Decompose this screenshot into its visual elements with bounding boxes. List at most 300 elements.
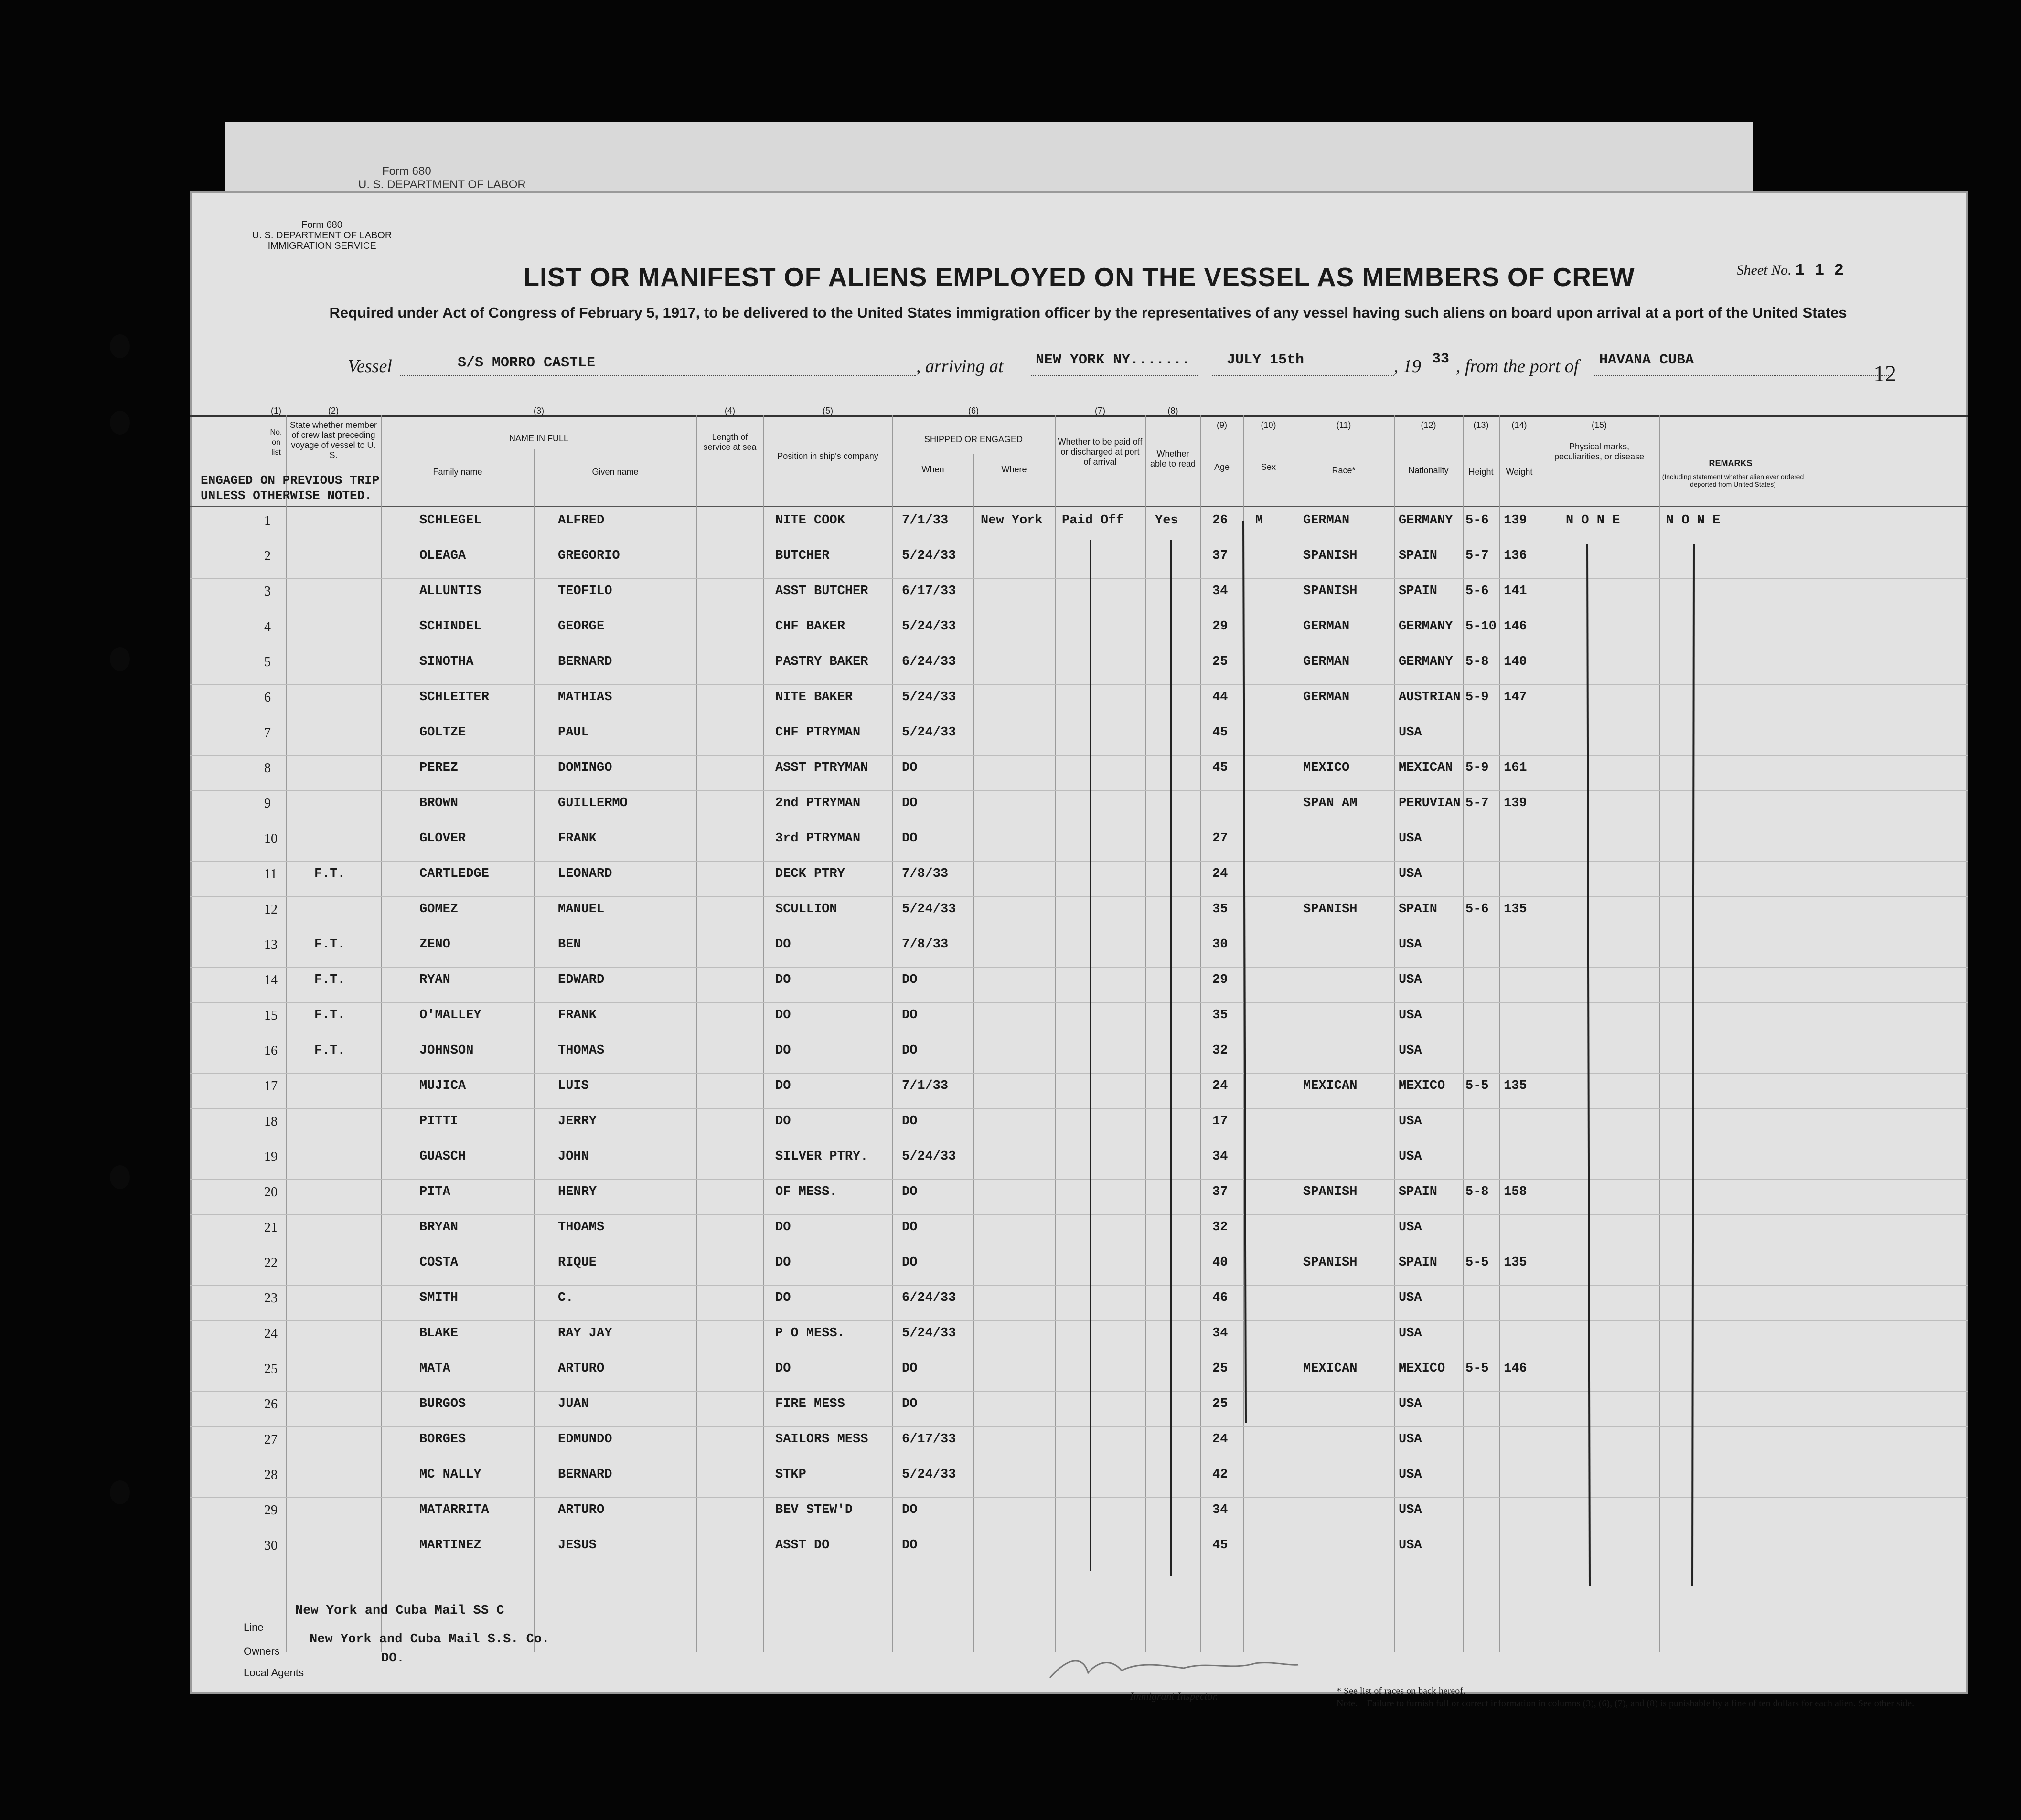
cell-shipped-when: 6/17/33 bbox=[902, 584, 956, 598]
cell-nationality: USA bbox=[1399, 1220, 1422, 1235]
col3-number: (3) bbox=[534, 406, 544, 415]
cell-nationality: GERMANY bbox=[1399, 513, 1453, 528]
sheet-number-value: 1 1 2 bbox=[1795, 262, 1844, 280]
cell-list-number: 13 bbox=[264, 937, 278, 952]
cell-family-name: OLEAGA bbox=[419, 549, 466, 563]
cell-position: DO bbox=[775, 937, 791, 952]
cell-nationality: USA bbox=[1399, 1114, 1422, 1128]
col15-header: Physical marks, peculiarities, or disease bbox=[1554, 442, 1645, 461]
cell-position: FIRE MESS bbox=[775, 1397, 845, 1411]
cell-age: 17 bbox=[1212, 1114, 1228, 1128]
cell-weight: 158 bbox=[1504, 1185, 1527, 1199]
cell-given-name: THOMAS bbox=[558, 1043, 605, 1058]
col14-number: (14) bbox=[1511, 420, 1527, 430]
cell-family-name: BORGES bbox=[419, 1432, 466, 1447]
col10-header: Sex bbox=[1261, 462, 1276, 472]
col14-header: Weight bbox=[1506, 467, 1533, 477]
cell-position: ASST BUTCHER bbox=[775, 584, 868, 598]
cell-shipped-when: 5/24/33 bbox=[902, 690, 956, 704]
cell-shipped-when: DO bbox=[902, 796, 918, 810]
cell-nationality: USA bbox=[1399, 1503, 1422, 1517]
cell-race: SPAN AM bbox=[1303, 796, 1358, 810]
cell-weight: 146 bbox=[1504, 619, 1527, 634]
cell-weight: 135 bbox=[1504, 1079, 1527, 1093]
cell-shipped-when: DO bbox=[902, 761, 918, 775]
page-number: 12 bbox=[1873, 361, 1896, 386]
cell-given-name: LUIS bbox=[558, 1079, 589, 1093]
cell-list-number: 10 bbox=[264, 831, 278, 846]
cell-age: 32 bbox=[1212, 1043, 1228, 1058]
cell-list-number: 11 bbox=[264, 867, 277, 882]
cell-nationality: USA bbox=[1399, 1468, 1422, 1482]
cell-position: ASST PTRYMAN bbox=[775, 761, 868, 775]
cell-shipped-when: DO bbox=[902, 1008, 918, 1022]
cell-age: 46 bbox=[1212, 1291, 1228, 1305]
cell-age: 24 bbox=[1212, 1079, 1228, 1093]
cell-race: SPANISH bbox=[1303, 1256, 1358, 1270]
cell-shipped-when: 5/24/33 bbox=[902, 549, 956, 563]
cell-list-number: 23 bbox=[264, 1291, 278, 1306]
department: U. S. DEPARTMENT OF LABOR bbox=[252, 230, 392, 241]
cell-family-name: MC NALLY bbox=[419, 1468, 481, 1482]
cell-given-name: JUAN bbox=[558, 1397, 589, 1411]
back-form-number: Form 680 bbox=[382, 165, 431, 178]
cell-family-name: ALLUNTIS bbox=[419, 584, 481, 598]
pen-marks bbox=[190, 191, 1968, 1694]
cell-race: SPANISH bbox=[1303, 902, 1358, 916]
cell-height: 5-5 bbox=[1465, 1079, 1489, 1093]
cell-age: 45 bbox=[1212, 1538, 1228, 1553]
cell-nationality: MEXICAN bbox=[1399, 761, 1453, 775]
cell-position: DO bbox=[775, 1220, 791, 1235]
cell-family-name: SMITH bbox=[419, 1291, 459, 1305]
line-label: Line bbox=[244, 1621, 264, 1633]
cell-nationality: PERUVIAN bbox=[1399, 796, 1461, 810]
cell-height: 5-5 bbox=[1465, 1362, 1489, 1376]
cell-list-number: 17 bbox=[264, 1079, 278, 1094]
cell-age: 29 bbox=[1212, 973, 1228, 987]
cell-previous-voyage: F.T. bbox=[314, 937, 345, 952]
cell-family-name: MATA bbox=[419, 1362, 450, 1376]
cell-list-number: 22 bbox=[264, 1256, 278, 1270]
sheet-number-label: Sheet No. bbox=[1736, 262, 1792, 278]
cell-list-number: 20 bbox=[264, 1185, 278, 1200]
cell-list-number: 30 bbox=[264, 1538, 278, 1553]
col11-number: (11) bbox=[1336, 420, 1351, 430]
punch-hole bbox=[110, 1480, 130, 1504]
cell-family-name: BLAKE bbox=[419, 1326, 459, 1341]
col10-number: (10) bbox=[1261, 420, 1276, 430]
cell-list-number: 25 bbox=[264, 1362, 278, 1376]
cell-list-number: 5 bbox=[264, 655, 271, 670]
cell-shipped-when: 6/24/33 bbox=[902, 1291, 956, 1305]
col5-number: (5) bbox=[823, 406, 833, 415]
cell-position: DO bbox=[775, 1291, 791, 1305]
agents-typed: DO. bbox=[381, 1651, 405, 1666]
cell-family-name: SINOTHA bbox=[419, 655, 474, 669]
cell-nationality: GERMANY bbox=[1399, 655, 1453, 669]
engaged-note-line: ENGAGED ON PREVIOUS TRIP bbox=[201, 473, 380, 488]
cell-position: BEV STEW'D bbox=[775, 1503, 853, 1517]
cell-given-name: GREGORIO bbox=[558, 549, 620, 563]
cell-shipped-when: 5/24/33 bbox=[902, 1468, 956, 1482]
col13-number: (13) bbox=[1473, 420, 1489, 430]
cell-position: DO bbox=[775, 1256, 791, 1270]
cell-age: 24 bbox=[1212, 867, 1228, 881]
cell-height: 5-10 bbox=[1465, 619, 1497, 634]
cell-given-name: PAUL bbox=[558, 725, 589, 740]
col9-header: Age bbox=[1214, 462, 1230, 472]
cell-given-name: RAY JAY bbox=[558, 1326, 612, 1341]
cell-nationality: SPAIN bbox=[1399, 549, 1438, 563]
cell-family-name: PEREZ bbox=[419, 761, 459, 775]
cell-given-name: FRANK bbox=[558, 831, 597, 846]
cell-position: DO bbox=[775, 973, 791, 987]
cell-height: 5-9 bbox=[1465, 690, 1489, 704]
cell-physical-marks: N O N E bbox=[1566, 513, 1620, 528]
cell-list-number: 9 bbox=[264, 796, 271, 811]
punch-hole bbox=[110, 411, 130, 435]
cell-height: 5-6 bbox=[1465, 584, 1489, 598]
col4-header: Length of service at sea bbox=[703, 432, 757, 452]
cell-given-name: GEORGE bbox=[558, 619, 605, 634]
cell-race: GERMAN bbox=[1303, 619, 1350, 634]
cell-weight: 136 bbox=[1504, 549, 1527, 563]
cell-given-name: FRANK bbox=[558, 1008, 597, 1022]
cell-family-name: BRYAN bbox=[419, 1220, 459, 1235]
cell-family-name: BURGOS bbox=[419, 1397, 466, 1411]
cell-list-number: 7 bbox=[264, 725, 271, 740]
when-header: When bbox=[921, 465, 944, 474]
cell-list-number: 15 bbox=[264, 1008, 278, 1023]
engaged-note-line: UNLESS OTHERWISE NOTED. bbox=[201, 489, 372, 503]
cell-height: 5-7 bbox=[1465, 796, 1489, 810]
cell-nationality: USA bbox=[1399, 973, 1422, 987]
cell-position: DO bbox=[775, 1079, 791, 1093]
cell-shipped-when: 5/24/33 bbox=[902, 1326, 956, 1341]
cell-family-name: GLOVER bbox=[419, 831, 466, 846]
cell-height: 5-6 bbox=[1465, 902, 1489, 916]
cell-list-number: 3 bbox=[264, 584, 271, 599]
cell-age: 34 bbox=[1212, 1503, 1228, 1517]
cell-shipped-when: 6/17/33 bbox=[902, 1432, 956, 1447]
cell-age: 34 bbox=[1212, 584, 1228, 598]
cell-position: NITE COOK bbox=[775, 513, 845, 528]
cell-paid-off: Paid Off bbox=[1062, 513, 1124, 528]
inspector-signature bbox=[1040, 1651, 1308, 1685]
cell-previous-voyage: F.T. bbox=[314, 973, 345, 987]
cell-shipped-when: DO bbox=[902, 1538, 918, 1553]
cell-nationality: USA bbox=[1399, 1326, 1422, 1341]
cell-given-name: MANUEL bbox=[558, 902, 605, 916]
cell-weight: 147 bbox=[1504, 690, 1527, 704]
cell-previous-voyage: F.T. bbox=[314, 1008, 345, 1022]
cell-age: 30 bbox=[1212, 937, 1228, 952]
cell-list-number: 16 bbox=[264, 1043, 278, 1058]
cell-family-name: COSTA bbox=[419, 1256, 459, 1270]
cell-position: BUTCHER bbox=[775, 549, 830, 563]
col12-header: Nationality bbox=[1408, 466, 1449, 475]
footnote-penalty: Note.—Failure to furnish full or correct information in columns (3), (6), (7), and (8) is punishable by a fine of ten dollars for each alien. See other side. bbox=[1337, 1698, 1914, 1709]
arrival-port: NEW YORK NY....... bbox=[1036, 352, 1191, 368]
cell-given-name: THOAMS bbox=[558, 1220, 605, 1235]
col6-number: (6) bbox=[968, 406, 979, 415]
cell-nationality: MEXICO bbox=[1399, 1079, 1445, 1093]
cell-family-name: SCHLEGEL bbox=[419, 513, 481, 528]
cell-position: CHF PTRYMAN bbox=[775, 725, 861, 740]
cell-age: 37 bbox=[1212, 549, 1228, 563]
cell-shipped-when: DO bbox=[902, 831, 918, 846]
cell-family-name: BROWN bbox=[419, 796, 459, 810]
back-form-department: U. S. DEPARTMENT OF LABOR bbox=[358, 178, 526, 191]
col8-header: Whether able to read bbox=[1150, 449, 1196, 468]
cell-family-name: JOHNSON bbox=[419, 1043, 474, 1058]
cell-remarks: N O N E bbox=[1666, 513, 1721, 528]
col7-header: Whether to be paid off or discharged at port of arrival bbox=[1058, 437, 1143, 467]
cell-position: 2nd PTRYMAN bbox=[775, 796, 861, 810]
cell-shipped-when: DO bbox=[902, 1362, 918, 1376]
given-name-header: Given name bbox=[592, 467, 639, 477]
vessel-name: S/S MORRO CASTLE bbox=[458, 355, 596, 371]
cell-nationality: USA bbox=[1399, 867, 1422, 881]
service: IMMIGRATION SERVICE bbox=[267, 241, 376, 251]
cell-given-name: MATHIAS bbox=[558, 690, 612, 704]
cell-age: 29 bbox=[1212, 619, 1228, 634]
punch-hole bbox=[110, 647, 130, 671]
cell-list-number: 18 bbox=[264, 1114, 278, 1129]
cell-race: SPANISH bbox=[1303, 549, 1358, 563]
cell-weight: 139 bbox=[1504, 796, 1527, 810]
col1-header: No. on list bbox=[270, 428, 282, 457]
year-prefix: , 19 bbox=[1394, 356, 1421, 376]
cell-given-name: ALFRED bbox=[558, 513, 605, 528]
cell-nationality: USA bbox=[1399, 1291, 1422, 1305]
col6-header: SHIPPED OR ENGAGED bbox=[924, 435, 1023, 444]
cell-family-name: O'MALLEY bbox=[419, 1008, 481, 1022]
cell-shipped-when: DO bbox=[902, 1043, 918, 1058]
manifest-sheet bbox=[190, 191, 1968, 1709]
cell-nationality: USA bbox=[1399, 1432, 1422, 1447]
cell-nationality: USA bbox=[1399, 1043, 1422, 1058]
cell-nationality: USA bbox=[1399, 937, 1422, 952]
punch-hole bbox=[110, 1165, 130, 1189]
line-typed: New York and Cuba Mail SS C bbox=[295, 1604, 504, 1618]
cell-position: SCULLION bbox=[775, 902, 837, 916]
cell-position: DO bbox=[775, 1362, 791, 1376]
inspector-label: Immigrant Inspector. bbox=[1002, 1690, 1346, 1703]
cell-list-number: 26 bbox=[264, 1397, 278, 1412]
cell-shipped-when: 7/1/33 bbox=[902, 513, 949, 528]
cell-position: PASTRY BAKER bbox=[775, 655, 868, 669]
cell-family-name: MATARRITA bbox=[419, 1503, 489, 1517]
cell-nationality: SPAIN bbox=[1399, 1256, 1438, 1270]
form-number: Form 680 bbox=[301, 220, 342, 230]
cell-able-to-read: Yes bbox=[1155, 513, 1178, 528]
cell-shipped-when: DO bbox=[902, 973, 918, 987]
cell-family-name: RYAN bbox=[419, 973, 450, 987]
cell-sex: M bbox=[1255, 513, 1263, 528]
cell-position: OF MESS. bbox=[775, 1185, 837, 1199]
cell-position: NITE BAKER bbox=[775, 690, 853, 704]
cell-family-name: ZENO bbox=[419, 937, 450, 952]
cell-list-number: 1 bbox=[264, 513, 271, 528]
col7-number: (7) bbox=[1095, 406, 1105, 415]
cell-age: 32 bbox=[1212, 1220, 1228, 1235]
cell-family-name: GOLTZE bbox=[419, 725, 466, 740]
cell-list-number: 2 bbox=[264, 549, 271, 564]
cell-list-number: 12 bbox=[264, 902, 278, 917]
punch-hole bbox=[110, 334, 130, 358]
cell-shipped-when: 5/24/33 bbox=[902, 1149, 956, 1164]
cell-race: GERMAN bbox=[1303, 690, 1350, 704]
col2-number: (2) bbox=[328, 406, 339, 415]
cell-shipped-when: 7/8/33 bbox=[902, 937, 949, 952]
cell-shipped-where: New York bbox=[981, 513, 1043, 528]
col9-number: (9) bbox=[1217, 420, 1227, 430]
cell-age: 45 bbox=[1212, 761, 1228, 775]
cell-race: MEXICAN bbox=[1303, 1079, 1358, 1093]
cell-position: SILVER PTRY. bbox=[775, 1149, 868, 1164]
cell-age: 24 bbox=[1212, 1432, 1228, 1447]
required-statement: Required under Act of Congress of February 5, 1917, to be delivered to the United States immigration officer by the representatives of any vessel having such aliens on board upon arrival at a port of the United States bbox=[329, 304, 1847, 321]
cell-age: 27 bbox=[1212, 831, 1228, 846]
cell-age: 26 bbox=[1212, 513, 1228, 528]
cell-given-name: EDWARD bbox=[558, 973, 605, 987]
cell-given-name: C. bbox=[558, 1291, 574, 1305]
cell-shipped-when: 7/8/33 bbox=[902, 867, 949, 881]
cell-family-name: CARTLEDGE bbox=[419, 867, 489, 881]
cell-age: 35 bbox=[1212, 1008, 1228, 1022]
cell-age: 34 bbox=[1212, 1149, 1228, 1164]
family-name-header: Family name bbox=[433, 467, 482, 477]
cell-given-name: BEN bbox=[558, 937, 581, 952]
cell-position: P O MESS. bbox=[775, 1326, 845, 1341]
cell-age: 37 bbox=[1212, 1185, 1228, 1199]
col15-number: (15) bbox=[1591, 420, 1607, 430]
cell-nationality: USA bbox=[1399, 1397, 1422, 1411]
cell-list-number: 27 bbox=[264, 1432, 278, 1447]
cell-previous-voyage: F.T. bbox=[314, 867, 345, 881]
departure-port: HAVANA CUBA bbox=[1599, 352, 1694, 368]
cell-shipped-when: 5/24/33 bbox=[902, 902, 956, 916]
cell-age: 35 bbox=[1212, 902, 1228, 916]
cell-family-name: SCHINDEL bbox=[419, 619, 481, 634]
cell-list-number: 19 bbox=[264, 1149, 278, 1164]
arrival-date: JULY 15th bbox=[1227, 352, 1305, 368]
cell-race: MEXICO bbox=[1303, 761, 1350, 775]
col12-number: (12) bbox=[1421, 420, 1436, 430]
cell-family-name: PITA bbox=[419, 1185, 450, 1199]
cell-height: 5-9 bbox=[1465, 761, 1489, 775]
cell-shipped-when: DO bbox=[902, 1256, 918, 1270]
cell-shipped-when: 7/1/33 bbox=[902, 1079, 949, 1093]
cell-list-number: 4 bbox=[264, 619, 271, 634]
cell-nationality: USA bbox=[1399, 725, 1422, 740]
cell-position: 3rd PTRYMAN bbox=[775, 831, 861, 846]
cell-age: 42 bbox=[1212, 1468, 1228, 1482]
cell-family-name: GOMEZ bbox=[419, 902, 459, 916]
col1-number: (1) bbox=[271, 406, 281, 415]
cell-race: SPANISH bbox=[1303, 1185, 1358, 1199]
cell-position: STKP bbox=[775, 1468, 806, 1482]
cell-race: GERMAN bbox=[1303, 513, 1350, 528]
owners-typed: New York and Cuba Mail S.S. Co. bbox=[310, 1632, 550, 1647]
where-header: Where bbox=[1001, 465, 1027, 474]
cell-age: 25 bbox=[1212, 655, 1228, 669]
cell-family-name: GUASCH bbox=[419, 1149, 466, 1164]
col5-header: Position in ship's company bbox=[777, 451, 878, 461]
footnote bbox=[1337, 1685, 1934, 1710]
cell-nationality: SPAIN bbox=[1399, 1185, 1438, 1199]
cell-given-name: HENRY bbox=[558, 1185, 597, 1199]
cell-nationality: USA bbox=[1399, 1538, 1422, 1553]
local-agents-label: Local Agents bbox=[244, 1667, 304, 1679]
cell-list-number: 6 bbox=[264, 690, 271, 705]
cell-age: 34 bbox=[1212, 1326, 1228, 1341]
cell-height: 5-6 bbox=[1465, 513, 1489, 528]
cell-position: ASST DO bbox=[775, 1538, 830, 1553]
cell-shipped-when: 6/24/33 bbox=[902, 655, 956, 669]
port-label: , from the port of bbox=[1456, 356, 1579, 376]
cell-list-number: 29 bbox=[264, 1503, 278, 1518]
cell-height: 5-5 bbox=[1465, 1256, 1489, 1270]
cell-list-number: 21 bbox=[264, 1220, 278, 1235]
cell-position: SAILORS MESS bbox=[775, 1432, 868, 1447]
cell-position: CHF BAKER bbox=[775, 619, 845, 634]
cell-position: DO bbox=[775, 1008, 791, 1022]
cell-weight: 139 bbox=[1504, 513, 1527, 528]
remarks-header: REMARKS bbox=[1709, 458, 1753, 468]
cell-weight: 146 bbox=[1504, 1362, 1527, 1376]
cell-position: DO bbox=[775, 1114, 791, 1128]
cell-weight: 135 bbox=[1504, 902, 1527, 916]
cell-nationality: USA bbox=[1399, 1149, 1422, 1164]
cell-shipped-when: DO bbox=[902, 1114, 918, 1128]
cell-given-name: JOHN bbox=[558, 1149, 589, 1164]
cell-nationality: AUSTRIAN bbox=[1399, 690, 1461, 704]
cell-race: MEXICAN bbox=[1303, 1362, 1358, 1376]
col11-header: Race* bbox=[1332, 466, 1356, 475]
cell-position: DO bbox=[775, 1043, 791, 1058]
cell-weight: 140 bbox=[1504, 655, 1527, 669]
cell-height: 5-8 bbox=[1465, 1185, 1489, 1199]
cell-shipped-when: DO bbox=[902, 1220, 918, 1235]
cell-given-name: DOMINGO bbox=[558, 761, 612, 775]
cell-age: 25 bbox=[1212, 1362, 1228, 1376]
cell-list-number: 8 bbox=[264, 761, 271, 776]
cell-family-name: PITTI bbox=[419, 1114, 459, 1128]
cell-given-name: ARTURO bbox=[558, 1362, 605, 1376]
col3-header: NAME IN FULL bbox=[509, 434, 569, 443]
col13-header: Height bbox=[1468, 467, 1494, 477]
footnote-races: * See list of races on back hereof. bbox=[1337, 1686, 1465, 1696]
cell-given-name: LEONARD bbox=[558, 867, 612, 881]
cell-given-name: EDMUNDO bbox=[558, 1432, 612, 1447]
cell-height: 5-7 bbox=[1465, 549, 1489, 563]
cell-family-name: MARTINEZ bbox=[419, 1538, 481, 1553]
cell-shipped-when: 5/24/33 bbox=[902, 619, 956, 634]
cell-weight: 161 bbox=[1504, 761, 1527, 775]
cell-age: 45 bbox=[1212, 725, 1228, 740]
cell-nationality: USA bbox=[1399, 831, 1422, 846]
cell-race: SPANISH bbox=[1303, 584, 1358, 598]
cell-list-number: 14 bbox=[264, 973, 278, 988]
cell-race: GERMAN bbox=[1303, 655, 1350, 669]
arrival-year: 33 bbox=[1432, 351, 1450, 367]
cell-height: 5-8 bbox=[1465, 655, 1489, 669]
cell-given-name: BERNARD bbox=[558, 1468, 612, 1482]
cell-nationality: USA bbox=[1399, 1008, 1422, 1022]
